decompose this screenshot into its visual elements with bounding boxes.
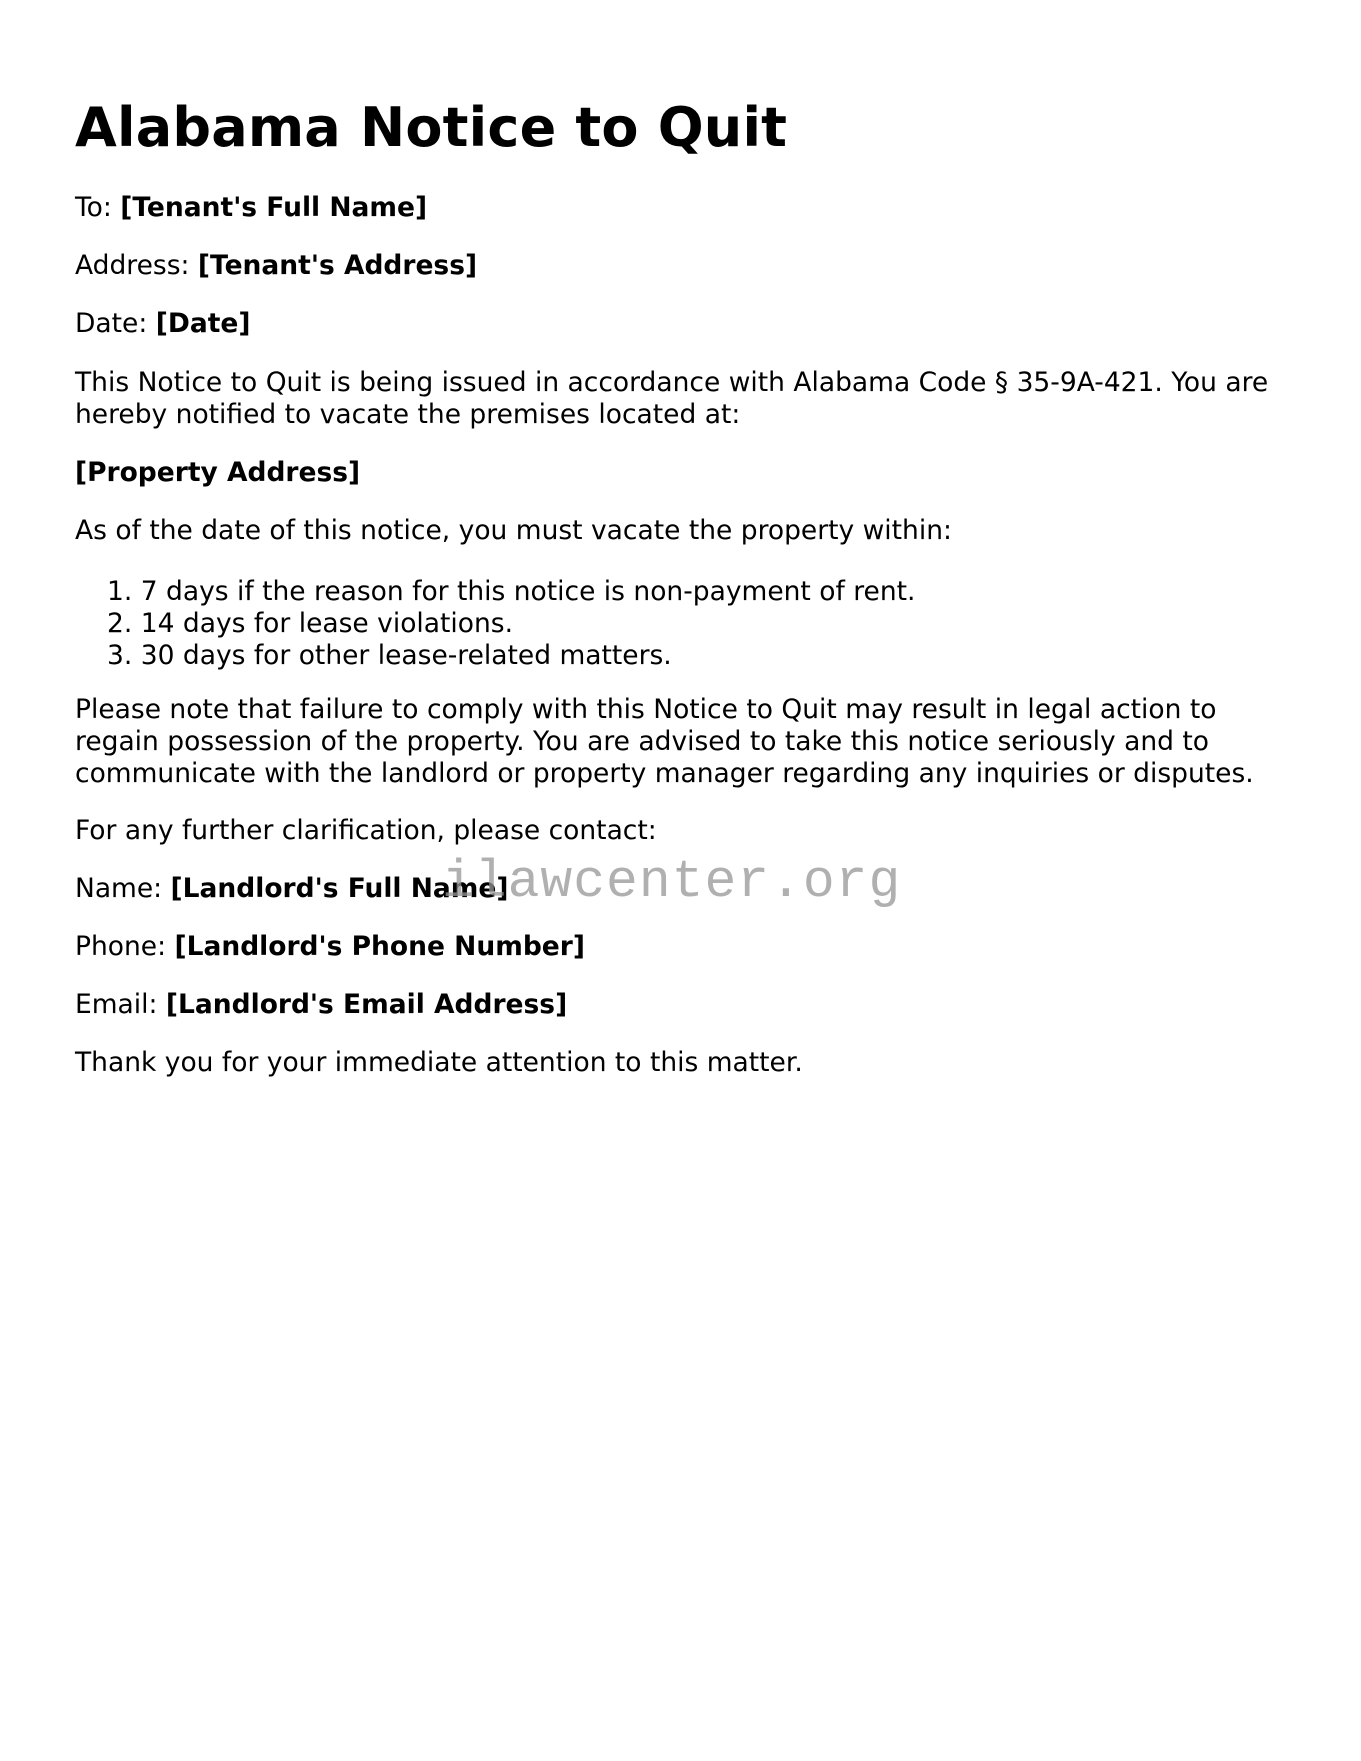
- landlord-phone: [Landlord's Phone Number]: [174, 931, 585, 962]
- vacate-intro: As of the date of this notice, you must vacate the property within:: [75, 515, 952, 546]
- to-line: [75, 192, 427, 224]
- email-line: [75, 989, 567, 1021]
- list-item-text: 7 days if the reason for this notice is non-payment of rent.: [140, 576, 916, 607]
- list-item-text: 30 days for other lease-related matters.: [140, 640, 672, 671]
- notice-date: [Date]: [155, 308, 251, 339]
- list-item-number: 3.: [107, 640, 133, 671]
- address-line: [75, 250, 477, 282]
- address-label: Address:: [75, 250, 190, 281]
- date-label: Date:: [75, 308, 148, 339]
- list-item: [75, 576, 915, 608]
- list-item-number: 2.: [107, 608, 133, 639]
- list-item-number: 1.: [107, 576, 133, 607]
- watermark: ilawcenter.org: [442, 852, 902, 912]
- phone-label: Phone:: [75, 931, 167, 962]
- closing-line: Thank you for your immediate attention to this matter.: [75, 1047, 803, 1078]
- phone-line: [75, 931, 585, 963]
- landlord-name: [Landlord's Full Name]: [170, 873, 509, 904]
- email-label: Email:: [75, 989, 158, 1020]
- list-item: [75, 608, 915, 640]
- intro-paragraph: This Notice to Quit is being issued in accordance with Alabama Code § 35-9A-421. You are hereby notified to vacate the premises located at:: [75, 367, 1269, 430]
- tenant-address: [Tenant's Address]: [197, 250, 478, 281]
- document-title: Alabama Notice to Quit: [75, 96, 788, 159]
- date-line: [75, 308, 250, 340]
- list-item: [75, 640, 915, 672]
- name-label: Name:: [75, 873, 163, 904]
- vacate-periods-list: [75, 576, 915, 672]
- landlord-email: [Landlord's Email Address]: [165, 989, 568, 1020]
- to-label: To:: [75, 192, 112, 223]
- contact-intro: For any further clarification, please contact:: [75, 815, 657, 846]
- warning-paragraph: Please note that failure to comply with this Notice to Quit may result in legal action to regain possession of the property. You are advised to take this notice seriously and to communicate with the landlord or property manager regarding any inquiries or disputes.: [75, 694, 1254, 789]
- property-address: [Property Address]: [75, 457, 361, 488]
- tenant-name: [Tenant's Full Name]: [120, 192, 428, 223]
- list-item-text: 14 days for lease violations.: [140, 608, 514, 639]
